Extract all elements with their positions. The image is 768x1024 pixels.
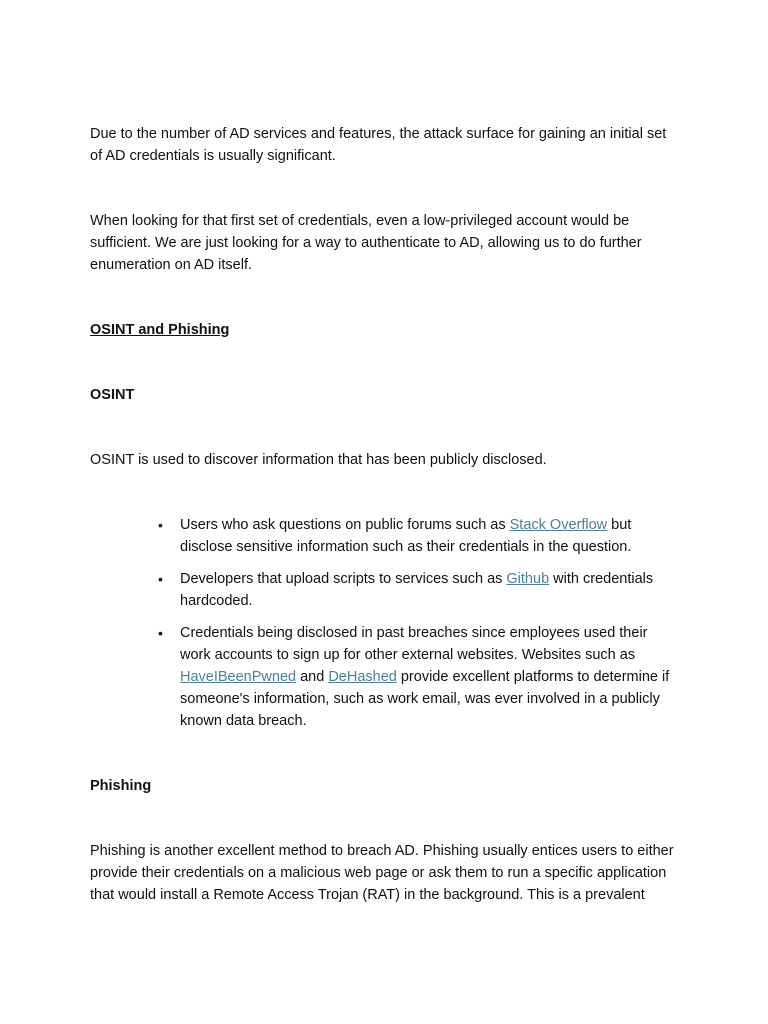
credentials-paragraph: When looking for that first set of credentials, even a low-privileged account would be sufficient. We are just looking for a way to authenticate to AD, allowing us to do further enumeration on AD itself.	[90, 213, 642, 273]
list-item	[180, 514, 680, 558]
list-item-text: provide excellent platforms to determine if someone's information, such as work email, was ever involved in a publicly known data breach.	[180, 669, 670, 729]
osint-intro-paragraph: OSINT is used to discover information that has been publicly disclosed.	[90, 452, 547, 468]
intro-paragraph: Due to the number of AD services and features, the attack surface for gaining an initial set of AD credentials is usually significant.	[90, 126, 667, 164]
list-item-text: with credentials hardcoded.	[180, 571, 654, 609]
list-item-text: Users who ask questions on public forums such as	[180, 517, 510, 533]
list-item-text: and	[296, 669, 329, 685]
osint-bullet-list	[90, 514, 680, 732]
document-page	[90, 123, 680, 906]
stack-overflow-link[interactable]: Stack Overflow	[509, 517, 608, 533]
phishing-paragraph: Phishing is another excellent method to breach AD. Phishing usually entices users to either provide their credentials on a malicious web page or ask them to run a specific application that would install a Remote Access Trojan (RAT) in the background. This is a prevalent	[90, 843, 674, 903]
dehashed-link[interactable]: DeHashed	[328, 669, 397, 685]
subheading-osint: OSINT	[90, 387, 135, 403]
section-heading-osint-phishing: OSINT and Phishing	[90, 322, 230, 338]
haveibeenpwned-link[interactable]: HaveIBeenPwned	[180, 669, 297, 685]
list-item-text: but disclose sensitive information such as their credentials in the question.	[180, 517, 632, 555]
list-item	[180, 622, 680, 732]
subheading-phishing: Phishing	[90, 778, 152, 794]
list-item-text: Credentials being disclosed in past breaches since employees used their work accounts to sign up for other external websites. Websites such as	[180, 625, 648, 663]
list-item	[180, 568, 680, 612]
github-link[interactable]: Github	[506, 571, 550, 587]
list-item-text: Developers that upload scripts to services such as	[180, 571, 507, 587]
